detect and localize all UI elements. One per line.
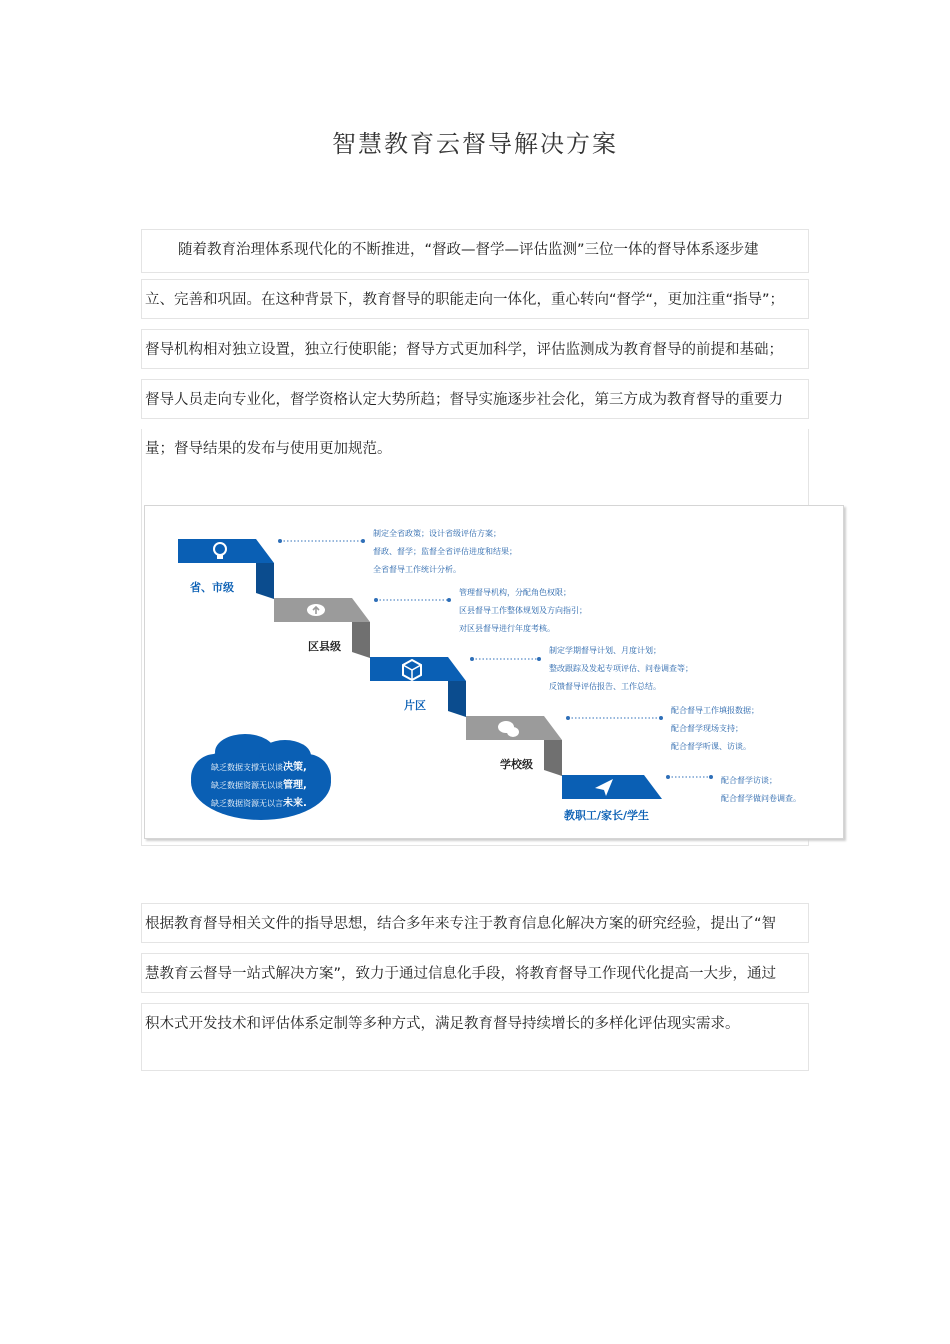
cloud-line-prefix: 缺乏数据支撑无以谈 [211,763,283,772]
level-note: 配合督学做问卷调查。 [721,794,801,803]
level-label: 教职工/家长/学生 [564,809,650,822]
level-note: 全省督导工作统计分析。 [373,565,461,574]
cloud-line-prefix: 缺乏数据资源无以谈 [211,781,283,790]
step-face [562,775,662,799]
bubble-front [507,727,519,737]
paragraph-line: 量；督导结果的发布与使用更加规范。 [141,429,809,479]
bulb-base [217,555,223,559]
connector-dot [361,539,365,543]
level-note: 督政、督学；监督全省评估进度和结果； [373,547,517,556]
paragraph-line: 根据教育督导相关文件的指导思想，结合多年来专注于教育信息化解决方案的研究经验，提出了“智 [141,903,809,943]
level-note: 配合督学访谈； [721,776,777,785]
cloud-upload-icon [307,604,325,616]
connector-dot [666,775,670,779]
paragraph-line: 督导机构相对独立设置，独立行使职能；督导方式更加科学，评估监测成为教育督导的前提和基础； [141,329,809,369]
connector-dot [278,539,282,543]
supervision-levels-diagram [144,505,844,839]
connector-dot [537,657,541,661]
level-step-3 [466,716,663,776]
cloud-line-emphasis: 决策, [283,762,307,773]
level-note: 对区县督导进行年度考核。 [459,624,555,633]
level-step-4 [562,775,713,799]
level-note: 配合督导工作填报数据； [671,706,759,715]
level-label: 省、市级 [190,581,234,594]
connector-dot [659,716,663,720]
level-note: 配合督学听课、访谈。 [671,742,751,751]
connector-dot [470,657,474,661]
intro-paragraph [141,229,809,479]
cloud-line-emphasis: 管理, [283,780,307,791]
paragraph-line: 积木式开发技术和评估体系定制等多种方式，满足教育督导持续增长的多样化评估现实需求。 [141,1003,809,1071]
level-note: 整改跟踪及发起专项评估、问卷调查等； [549,664,693,673]
level-step-2 [370,657,541,717]
connector-dot [566,716,570,720]
paragraph-line: 立、完善和巩固。在这种背景下，教育督导的职能走向一体化，重心转向“督学“，更加注重“指导”； [141,279,809,319]
level-step-1 [274,598,451,658]
level-note: 区县督导工作整体规划及方向指引； [459,606,587,615]
level-note: 配合督学现场支持； [671,724,743,733]
document-title: 智慧教育云督导解决方案 [332,130,618,158]
level-note: 制定全省政策；设计省级评估方案； [373,529,501,538]
level-label: 区县级 [308,640,341,653]
cloud-line-emphasis: 未来. [283,798,307,809]
level-note: 反馈督导评估报告、工作总结。 [549,682,661,691]
connector-dot [709,775,713,779]
diagram-canvas [145,506,843,838]
level-label: 片区 [404,699,426,712]
solution-paragraph [141,903,809,1071]
level-note: 制定学期督导计划、月度计划； [549,646,661,655]
paragraph-line: 督导人员走向专业化，督学资格认定大势所趋；督导实施逐步社会化，第三方成为教育督导的重要力 [141,379,809,419]
paragraph-line: 慧教育云督导一站式解决方案”，致力于通过信息化手段，将教育督导工作现代化提高一大步，通过 [141,953,809,993]
paragraph-line: 随着教育治理体系现代化的不断推进，“督政—督学—评估监测”三位一体的督导体系逐步建 [141,229,809,273]
level-label: 学校级 [500,758,533,771]
connector-dot [374,598,378,602]
cloud-line-prefix: 缺乏数据资源无以言 [211,799,283,808]
level-note: 管理督导机构，分配角色权限； [459,588,571,597]
connector-dot [447,598,451,602]
